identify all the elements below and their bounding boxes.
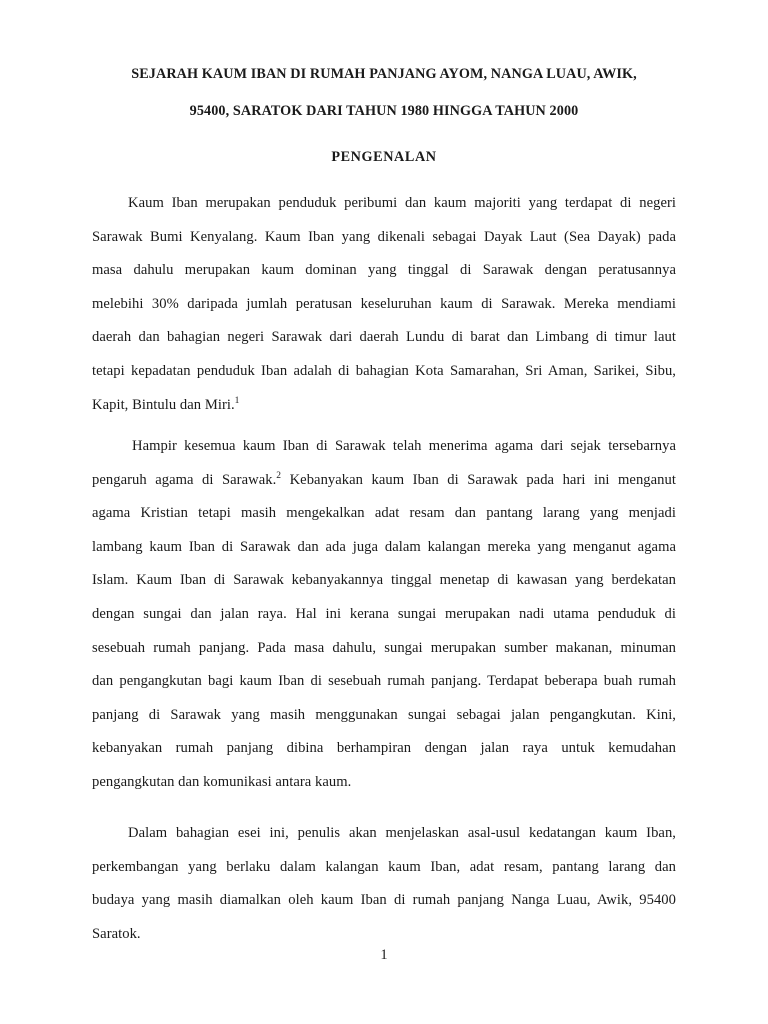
document-title-line-1: SEJARAH KAUM IBAN DI RUMAH PANJANG AYOM, NANGA LUAU, AWIK, xyxy=(131,66,637,82)
paragraph-3 xyxy=(92,817,676,951)
paragraph-line: kebanyakan rumah panjang dibina berhampiran dengan jalan raya untuk kemudahan xyxy=(92,740,676,757)
paragraph-line: dengan sungai dan jalan raya. Hal ini kerana sungai merupakan nadi utama penduduk di xyxy=(92,605,676,622)
paragraph-line: panjang di Sarawak yang masih menggunakan sungai sebagai jalan pengangkutan. Kini, xyxy=(92,706,676,723)
paragraph-line: Kaum Iban merupakan penduduk peribumi dan kaum majoriti yang terdapat di negeri xyxy=(128,195,676,211)
paragraph-last-line: Saratok. xyxy=(92,925,141,942)
paragraph-line: masa dahulu merupakan kaum dominan yang tinggal di Sarawak dengan peratusannya xyxy=(92,262,676,279)
paragraph-line: agama Kristian tetapi masih mengekalkan adat resam dan pantang larang yang menjadi xyxy=(92,505,676,522)
paragraph-line: budaya yang masih diamalkan oleh kaum Iban di rumah panjang Nanga Luau, Awik, 95400 xyxy=(92,892,676,909)
footnote-marker: 2 xyxy=(276,470,282,481)
paragraph-line: tetapi kepadatan penduduk Iban adalah di bahagian Kota Samarahan, Sri Aman, Sarikei, Sibu, xyxy=(92,362,676,379)
paragraph-line: lambang kaum Iban di Sarawak dan ada juga dalam kalangan mereka yang menganut agama xyxy=(92,538,676,555)
document-title-line-2: 95400, SARATOK DARI TAHUN 1980 HINGGA TAHUN 2000 xyxy=(189,103,579,119)
paragraph-line-with-footnote xyxy=(92,464,676,498)
paragraph-text: pengaruh agama di Sarawak. xyxy=(92,471,277,488)
paragraph-1 xyxy=(92,187,676,422)
paragraph-line: Hampir kesemua kaum Iban di Sarawak telah menerima agama dari sejak tersebarnya xyxy=(132,438,676,454)
paragraph-last-line xyxy=(92,389,676,423)
paragraph-2 xyxy=(92,430,676,800)
paragraph-last-line: pengangkutan dan komunikasi antara kaum. xyxy=(92,773,352,790)
footnote-marker: 1 xyxy=(234,395,240,406)
paragraph-text: Kebanyakan kaum Iban di Sarawak pada hari ini menganut xyxy=(281,471,676,488)
paragraph-line: melebihi 30% daripada jumlah peratusan keseluruhan kaum di Sarawak. Mereka mendiami xyxy=(92,295,676,312)
paragraph-line: Sarawak Bumi Kenyalang. Kaum Iban yang dikenali sebagai Dayak Laut (Sea Dayak) pada xyxy=(92,228,676,245)
paragraph-line: sesebuah rumah panjang. Pada masa dahulu, sungai merupakan sumber makanan, minuman xyxy=(92,639,676,656)
paragraph-line: Dalam bahagian esei ini, penulis akan menjelaskan asal-usul kedatangan kaum Iban, xyxy=(128,825,676,841)
page-number: 1 xyxy=(380,947,388,963)
paragraph-line: perkembangan yang berlaku dalam kalangan kaum Iban, adat resam, pantang larang dan xyxy=(92,858,676,875)
paragraph-line: Islam. Kaum Iban di Sarawak kebanyakannya tinggal menetap di kawasan yang berdekatan xyxy=(92,572,676,589)
paragraph-line: daerah dan bahagian negeri Sarawak dari daerah Lundu di barat dan Limbang di timur laut xyxy=(92,329,676,346)
paragraph-line: dan pengangkutan bagi kaum Iban di sesebuah rumah panjang. Terdapat beberapa buah rumah xyxy=(92,673,676,690)
paragraph-text: Kapit, Bintulu dan Miri. xyxy=(92,396,235,413)
section-heading: PENGENALAN xyxy=(331,149,437,165)
